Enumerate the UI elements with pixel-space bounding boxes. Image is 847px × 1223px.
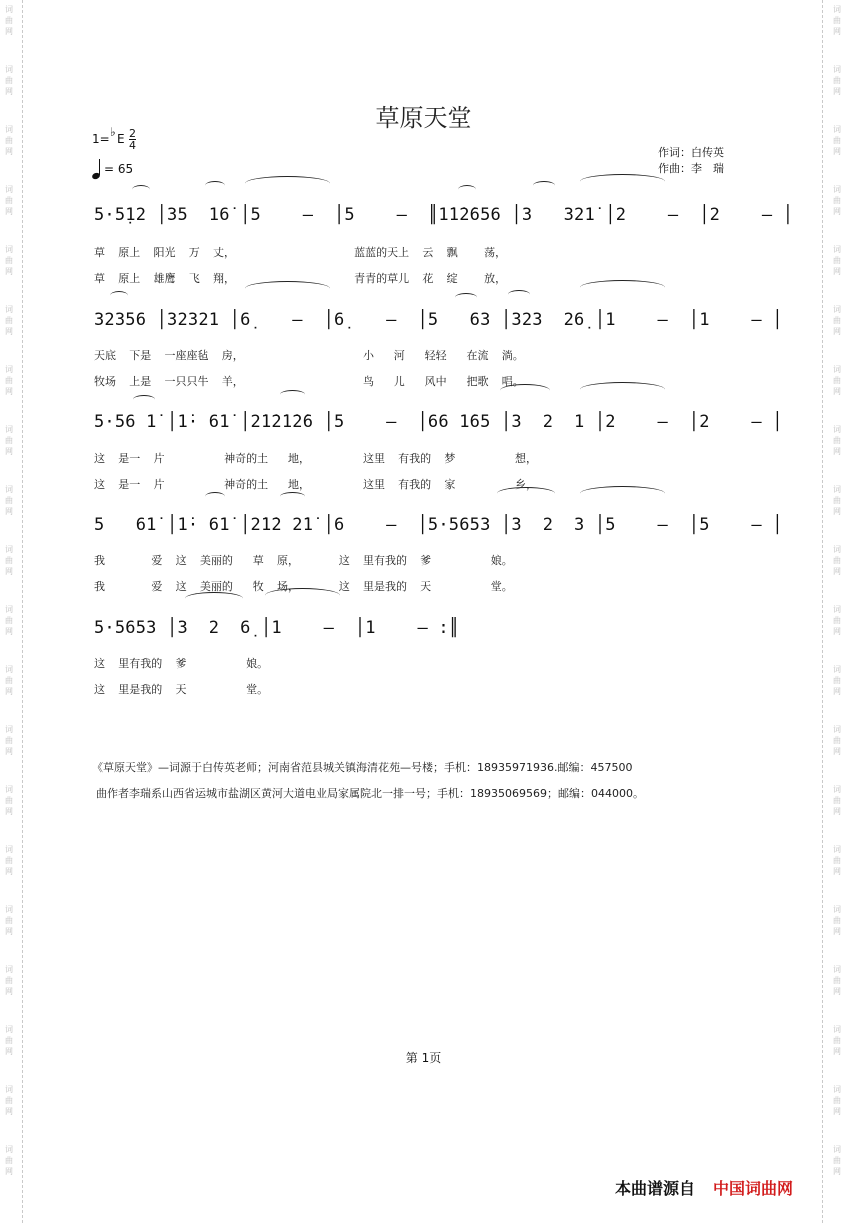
- watermark-text: 词 曲 网: [833, 1145, 841, 1176]
- watermark-text: 词 曲 网: [833, 1025, 841, 1056]
- right-watermark-column: [831, 4, 843, 1204]
- watermark-text: 词 曲 网: [5, 725, 13, 756]
- watermark-text: 词 曲 网: [833, 785, 841, 816]
- watermark-text: 词 曲 网: [5, 305, 13, 336]
- slur: [280, 390, 305, 399]
- slur: [580, 174, 665, 189]
- lyrics-row-4-verse-1: 我 爱 这 美丽的 草 原， 这 里有我的 爹 娘。: [94, 554, 513, 567]
- left-watermark-column: [3, 4, 15, 1204]
- lyrics-row-2-verse-2: 牧场 上是 一只只牛 羊， 鸟 儿 风中 把歌 唱。: [94, 375, 524, 388]
- watermark-text: 词 曲 网: [5, 845, 13, 876]
- watermark-text: 词 曲 网: [833, 5, 841, 36]
- watermark-text: 词 曲 网: [833, 425, 841, 456]
- watermark-text: 词 曲 网: [5, 245, 13, 276]
- slur: [205, 492, 225, 501]
- slur: [533, 181, 555, 190]
- lyricist-credit: 作词：白传英: [658, 146, 724, 159]
- time-signature: [129, 128, 136, 151]
- credits: [658, 145, 724, 177]
- footer-label: 本曲谱源自: [615, 1179, 696, 1198]
- watermark-text: 词 曲 网: [5, 905, 13, 936]
- right-border-line: [822, 0, 823, 1223]
- slur: [185, 592, 243, 605]
- slur: [245, 176, 330, 191]
- watermark-text: 词 曲 网: [5, 785, 13, 816]
- notation-row-3: 5·56 1̇ │1̇· 61̇ │2̇1̇2̇1̇2̇6 │5 – │66 1̇65 │3 2 1 │2 – │2 – │: [94, 412, 783, 432]
- watermark-text: 词 曲 网: [833, 965, 841, 996]
- slur: [580, 382, 665, 397]
- watermark-text: 词 曲 网: [833, 65, 841, 96]
- slur: [580, 486, 665, 501]
- slur: [508, 290, 530, 299]
- watermark-text: 词 曲 网: [833, 605, 841, 636]
- watermark-text: 词 曲 网: [5, 605, 13, 636]
- tempo-value: = 65: [104, 162, 134, 176]
- slur: [133, 395, 155, 404]
- watermark-text: 词 曲 网: [5, 5, 13, 36]
- watermark-text: 词 曲 网: [5, 65, 13, 96]
- lyrics-row-1-verse-2: 草 原上 雄鹰 飞 翔， 青青的草儿 花 绽 放，: [94, 272, 507, 285]
- slur: [497, 487, 555, 500]
- watermark-text: 词 曲 网: [833, 545, 841, 576]
- lyrics-row-4-verse-2: 我 爱 这 美丽的 牧 场， 这 里是我的 天 堂。: [94, 580, 513, 593]
- watermark-text: 词 曲 网: [833, 905, 841, 936]
- watermark-text: 词 曲 网: [5, 125, 13, 156]
- lyrics-row-5-verse-1: 这 里有我的 爹 娘。: [94, 657, 269, 670]
- lyric-source-info: 《草原天堂》—词源于白传英老师；河南省范县城关镇海清花苑—号楼；手机：18935971936.邮编：457500: [92, 761, 633, 774]
- watermark-text: 词 曲 网: [5, 365, 13, 396]
- watermark-text: 词 曲 网: [833, 185, 841, 216]
- slur: [132, 185, 150, 194]
- slur: [580, 280, 665, 295]
- watermark-text: 词 曲 网: [833, 125, 841, 156]
- slur: [500, 384, 550, 397]
- lyrics-row-5-verse-2: 这 里是我的 天 堂。: [94, 683, 269, 696]
- watermark-text: 词 曲 网: [833, 665, 841, 696]
- slur: [245, 281, 330, 296]
- watermark-text: 词 曲 网: [5, 485, 13, 516]
- slur: [265, 588, 340, 603]
- composer-source-info: 曲作者李瑞系山西省运城市盐湖区黄河大道电业局家属院北一排一号；手机：18935069569；邮编：044000。: [96, 787, 644, 800]
- watermark-text: 词 曲 网: [5, 1025, 13, 1056]
- watermark-text: 词 曲 网: [5, 965, 13, 996]
- notation-row-5: 5·5653 │3 2 6̣ │1 – │1 – :║: [94, 618, 460, 638]
- slur: [205, 181, 225, 190]
- watermark-text: 词 曲 网: [833, 305, 841, 336]
- slur: [280, 492, 305, 501]
- lyrics-row-1-verse-1: 草 原上 阳光 万 丈， 蓝蓝的天上 云 飘 荡，: [94, 246, 507, 259]
- footer-source: [615, 1176, 793, 1199]
- watermark-text: 词 曲 网: [5, 665, 13, 696]
- watermark-text: 词 曲 网: [833, 1085, 841, 1116]
- watermark-text: 词 曲 网: [833, 485, 841, 516]
- watermark-text: 词 曲 网: [5, 545, 13, 576]
- watermark-text: 词 曲 网: [833, 365, 841, 396]
- left-border-line: [22, 0, 23, 1223]
- lyrics-row-2-verse-1: 天底 下是 一座座毡 房， 小 河 轻轻 在流 淌。: [94, 349, 524, 362]
- notation-row-1: 5·5̣12 │35 16̇ │5 – │5 – ║1̇1̇2̇656 │3 321̇ │2 – │2 – │: [94, 205, 794, 225]
- slur: [110, 291, 128, 300]
- lyrics-row-3-verse-2: 这 是一 片 神奇的土 地， 这里 有我的 家 乡，: [94, 478, 538, 491]
- slur: [455, 293, 477, 302]
- lyrics-row-3-verse-1: 这 是一 片 神奇的土 地， 这里 有我的 梦 想，: [94, 452, 538, 465]
- watermark-text: 词 曲 网: [833, 845, 841, 876]
- song-title: 草原天堂: [375, 104, 472, 132]
- watermark-text: 词 曲 网: [833, 725, 841, 756]
- page-number: 第 1页: [405, 1051, 442, 1065]
- composer-credit: 作曲：李 瑞: [658, 162, 724, 175]
- notation-row-2: 32356 │32321 │6̣ – │6̣ – │5 63 │323 26̣ │1 – │1 – │: [94, 310, 783, 330]
- time-bottom: 4: [129, 139, 136, 152]
- key-note: E: [117, 132, 125, 146]
- quarter-note-stem: [99, 159, 100, 175]
- flat-symbol: ♭: [110, 125, 116, 139]
- watermark-text: 词 曲 网: [5, 1085, 13, 1116]
- watermark-text: 词 曲 网: [5, 185, 13, 216]
- watermark-text: 词 曲 网: [5, 425, 13, 456]
- footer-site-link[interactable]: 中国词曲网: [713, 1179, 794, 1198]
- slur: [458, 185, 476, 194]
- key-prefix: 1=: [92, 132, 110, 146]
- watermark-text: 词 曲 网: [833, 245, 841, 276]
- key-signature: [92, 125, 136, 152]
- notation-row-4: 5 61̇ │1̇· 61̇ │2̇1̇2 2̇1̇ │6 – │5·5653 │3 2 3 │5 – │5 – │: [94, 515, 783, 535]
- watermark-text: 词 曲 网: [5, 1145, 13, 1176]
- time-top: 2: [129, 127, 136, 140]
